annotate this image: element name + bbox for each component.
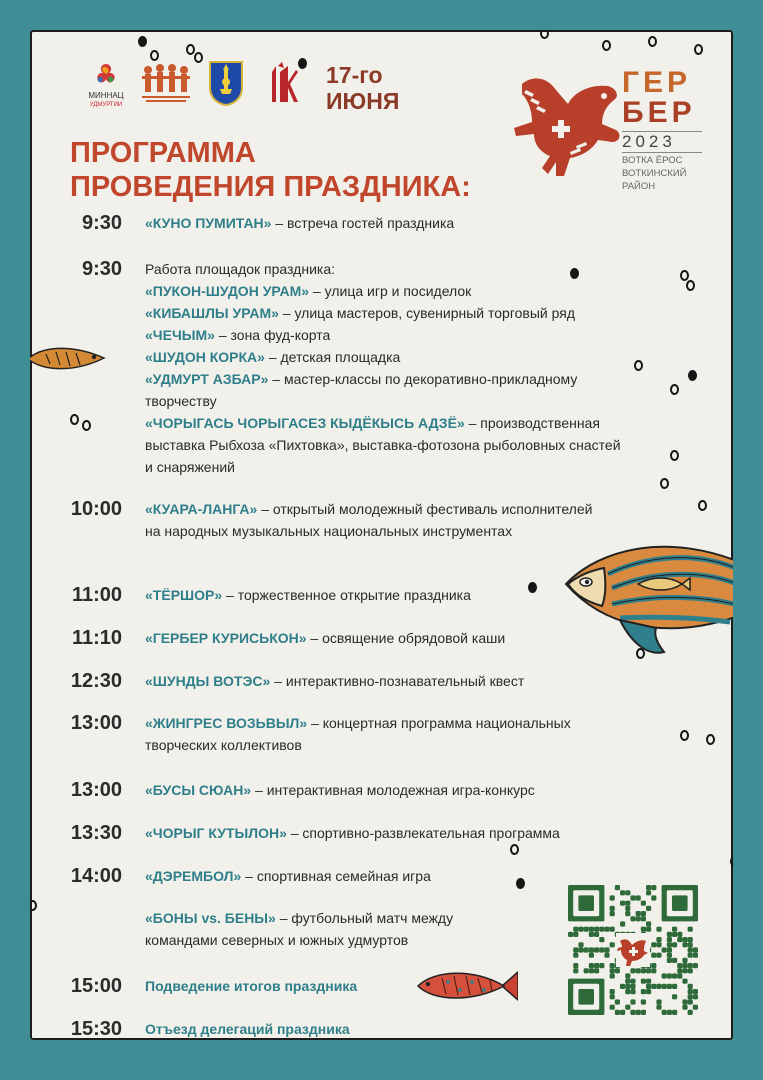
qr-module — [662, 1010, 667, 1015]
qr-module — [615, 999, 620, 1004]
qr-module — [636, 968, 641, 973]
qr-module — [656, 999, 661, 1004]
qr-module — [672, 958, 677, 963]
qr-module — [594, 932, 599, 937]
qr-module — [641, 968, 646, 973]
gerber-brand — [622, 68, 712, 192]
decorative-dot — [510, 844, 519, 855]
event-name: «ТЁРШОР» — [145, 587, 223, 603]
program-poster — [30, 30, 733, 1040]
qr-module — [688, 963, 693, 968]
event-text: – производственная — [464, 415, 600, 431]
qr-module — [620, 890, 625, 895]
folk-bird-ornament — [512, 70, 624, 182]
qr-module — [682, 999, 687, 1004]
qr-module — [578, 927, 583, 932]
qr-module — [667, 953, 672, 958]
udmurt-culture-logo — [266, 62, 300, 106]
qr-module — [672, 984, 677, 989]
qr-module — [688, 953, 693, 958]
qr-code[interactable] — [568, 885, 698, 1015]
qr-module — [615, 968, 620, 973]
qr-module — [646, 968, 651, 973]
decorative-dot — [706, 734, 715, 745]
event-text: – детская площадка — [264, 349, 401, 365]
qr-module — [625, 973, 630, 978]
decorative-dot — [540, 30, 549, 39]
qr-module — [672, 932, 677, 937]
event-name: «ЧЕЧЫМ» — [145, 327, 215, 343]
qr-module — [688, 984, 693, 989]
event-text: – улица игр и посиделок — [309, 283, 472, 299]
event-text: творческих коллективов — [145, 737, 302, 753]
qr-module — [636, 916, 641, 921]
page-title — [70, 136, 471, 204]
qr-module — [630, 989, 635, 994]
qr-module — [667, 984, 672, 989]
qr-module — [615, 885, 620, 890]
event-name: «БУСЫ СЮАН» — [145, 782, 252, 798]
qr-module — [677, 973, 682, 978]
schedule-time: 14:00 — [70, 865, 122, 887]
qr-module — [667, 932, 672, 937]
description-line — [145, 779, 705, 801]
description-line — [145, 822, 705, 844]
qr-module — [646, 979, 651, 984]
qr-module — [625, 984, 630, 989]
schedule-time: 13:00 — [70, 712, 122, 734]
qr-module — [667, 1010, 672, 1015]
qr-module — [693, 947, 698, 952]
qr-module — [667, 947, 672, 952]
schedule-time: 9:30 — [81, 212, 122, 234]
qr-module — [610, 895, 615, 900]
schedule-time: 9:30 — [81, 258, 122, 280]
qr-module — [646, 989, 651, 994]
event-text: на народных музыкальных национальных инструментах — [145, 523, 513, 539]
qr-module — [651, 984, 656, 989]
qr-module — [610, 1005, 615, 1010]
qr-module — [630, 1010, 635, 1015]
event-name: «ШУДОН КОРКА» — [145, 349, 265, 365]
schedule-description — [145, 779, 705, 801]
description-line — [145, 212, 705, 234]
event-name: Подведение итогов праздника — [145, 978, 358, 994]
description-line — [145, 584, 705, 606]
description-line — [145, 734, 705, 756]
event-name: «ЖИНГРЕС ВОЗЬВЫЛ» — [145, 715, 308, 731]
description-line — [145, 520, 705, 542]
qr-module — [625, 979, 630, 984]
event-name: «ПУКОН-ШУДОН УРАМ» — [145, 283, 310, 299]
qr-module — [594, 947, 599, 952]
schedule-description — [145, 498, 705, 542]
qr-module — [589, 932, 594, 937]
brand-place-2: ВОТКИНСКИЙ — [622, 168, 687, 179]
qr-module — [578, 942, 583, 947]
qr-module — [667, 973, 672, 978]
event-name: «ДЭРЕМБОЛ» — [145, 868, 242, 884]
description-line — [145, 434, 705, 456]
qr-module — [594, 968, 599, 973]
qr-module — [573, 932, 578, 937]
qr-module — [688, 937, 693, 942]
page-title-line-1: ПРОГРАММА — [70, 137, 256, 169]
qr-module — [688, 942, 693, 947]
qr-module — [646, 906, 651, 911]
qr-module — [688, 994, 693, 999]
event-name: «ШУНДЫ ВОТЭС» — [145, 673, 271, 689]
qr-module — [599, 927, 604, 932]
decorative-dot — [82, 420, 91, 431]
qr-module — [610, 927, 615, 932]
qr-module — [656, 937, 661, 942]
qr-module — [641, 989, 646, 994]
schedule-time: 11:00 — [71, 584, 122, 606]
schedule-description — [145, 627, 705, 649]
event-name: «БОНЫ vs. БЕНЫ» — [145, 910, 276, 926]
qr-module — [625, 1005, 630, 1010]
decorative-dot — [30, 900, 37, 911]
minnac-logo-text-2: УДМУРТИИ — [89, 102, 123, 108]
qr-module — [604, 927, 609, 932]
qr-module — [630, 984, 635, 989]
event-text: – торжественное открытие праздника — [222, 587, 471, 603]
description-line — [145, 346, 705, 368]
schedule-description — [145, 822, 705, 844]
schedule-description — [145, 584, 705, 606]
qr-module — [667, 942, 672, 947]
event-text: – мастер-классы по декоративно-прикладному — [268, 371, 578, 387]
qr-module — [584, 968, 589, 973]
brand-title-2: БЕР — [622, 96, 696, 129]
minnac-logo — [80, 60, 132, 108]
qr-module — [656, 942, 661, 947]
qr-module — [651, 942, 656, 947]
event-name: «КУНО ПУМИТАН» — [145, 215, 272, 231]
description-line — [145, 302, 705, 324]
brand-place-1: ВОТКА ЁРОС — [622, 155, 683, 166]
qr-module — [641, 1010, 646, 1015]
qr-module — [578, 947, 583, 952]
event-text: творчеству — [145, 393, 217, 409]
event-name: «КИБАШЛЫ УРАМ» — [145, 305, 279, 321]
qr-module — [688, 947, 693, 952]
description-line — [145, 368, 705, 390]
qr-module — [672, 895, 688, 911]
qr-module — [589, 953, 594, 958]
brand-title-1: ГЕР — [622, 66, 692, 99]
qr-module — [641, 901, 646, 906]
schedule-time: 12:30 — [70, 670, 122, 692]
qr-module — [672, 973, 677, 978]
qr-module — [656, 1005, 661, 1010]
event-text: – интерактивная молодежная игра-конкурс — [251, 782, 535, 798]
decorative-dot — [138, 36, 147, 47]
qr-module — [672, 927, 677, 932]
qr-module — [646, 885, 651, 890]
qr-module — [584, 927, 589, 932]
event-text: – футбольный матч между — [275, 910, 454, 926]
event-date-day: 17-го — [326, 62, 383, 88]
qr-module — [693, 989, 698, 994]
qr-module — [641, 979, 646, 984]
qr-module — [594, 963, 599, 968]
description-line — [145, 412, 705, 434]
qr-module — [682, 963, 687, 968]
event-text: выставка Рыбхоза «Пихтовка», выставка-фотозона рыболовных снастей — [145, 437, 621, 453]
qr-module — [667, 937, 672, 942]
decorative-dot — [194, 52, 203, 63]
qr-module — [646, 890, 651, 895]
page-title-line-2: ПРОВЕДЕНИЯ ПРАЗДНИКА: — [70, 171, 471, 203]
folk-center-logo — [138, 62, 194, 106]
decorative-dot — [150, 50, 159, 61]
qr-module — [662, 984, 667, 989]
qr-module — [610, 973, 615, 978]
qr-module — [682, 979, 687, 984]
event-name: «ГЕРБЕР КУРИСЬКОН» — [145, 630, 307, 646]
qr-module — [610, 942, 615, 947]
decorative-dot — [70, 414, 79, 425]
qr-module — [641, 927, 646, 932]
qr-module — [636, 895, 641, 900]
schedule-description — [145, 865, 705, 887]
event-text: – улица мастеров, сувенирный торговый ряд — [278, 305, 575, 321]
qr-module — [677, 968, 682, 973]
event-text: – освящение обрядовой каши — [306, 630, 506, 646]
schedule-time: 10:00 — [70, 498, 122, 520]
qr-module — [688, 1010, 693, 1015]
qr-module — [630, 968, 635, 973]
qr-module — [599, 937, 604, 942]
description-line — [145, 627, 705, 649]
qr-module — [625, 906, 630, 911]
qr-module — [578, 989, 594, 1005]
qr-module — [578, 895, 594, 911]
description-line — [145, 1018, 705, 1040]
qr-module — [688, 968, 693, 973]
event-text: Работа площадок праздника: — [145, 261, 335, 277]
decorative-dot — [648, 36, 657, 47]
qr-module — [573, 963, 578, 968]
event-text: – интерактивно-познавательный квест — [270, 673, 525, 689]
qr-bird-icon — [616, 933, 650, 967]
qr-module — [682, 937, 687, 942]
schedule-time: 15:30 — [70, 1018, 122, 1040]
event-date-month: ИЮНЯ — [326, 88, 400, 114]
decorative-dot — [694, 44, 703, 55]
qr-module — [651, 968, 656, 973]
qr-module — [693, 994, 698, 999]
qr-module — [677, 932, 682, 937]
qr-module — [682, 1005, 687, 1010]
schedule-description — [145, 670, 705, 692]
qr-module — [589, 927, 594, 932]
qr-module — [625, 890, 630, 895]
qr-module — [573, 953, 578, 958]
qr-module — [589, 963, 594, 968]
minnac-logo-text-1: МИННАЦ — [88, 91, 124, 100]
qr-module — [651, 885, 656, 890]
decorative-dot — [602, 40, 611, 51]
event-text: – спортивно-развлекательная программа — [286, 825, 560, 841]
qr-module — [615, 1010, 620, 1015]
qr-module — [682, 968, 687, 973]
qr-module — [677, 963, 682, 968]
event-name: «ЧОРЫГ КУТЫЛОН» — [145, 825, 287, 841]
qr-module — [625, 901, 630, 906]
decorative-dot — [186, 44, 195, 55]
qr-module — [630, 999, 635, 1004]
qr-module — [636, 911, 641, 916]
description-line — [145, 865, 705, 887]
qr-module — [667, 958, 672, 963]
event-name: Отъезд делегаций праздника — [145, 1021, 350, 1037]
qr-module — [688, 927, 693, 932]
qr-module — [693, 953, 698, 958]
description-line — [145, 390, 705, 412]
schedule-time: 13:00 — [70, 779, 122, 801]
event-text: – открытый молодежный фестиваль исполнителей — [257, 501, 593, 517]
event-name: «УДМУРТ АЗБАР» — [145, 371, 269, 387]
qr-module — [625, 911, 630, 916]
description-line — [145, 712, 705, 734]
qr-module — [641, 916, 646, 921]
qr-module — [641, 999, 646, 1004]
event-text: командами северных и южных удмуртов — [145, 932, 409, 948]
event-name: «КУАРА-ЛАНГА» — [145, 501, 258, 517]
qr-module — [610, 911, 615, 916]
qr-module — [625, 989, 630, 994]
qr-module — [677, 937, 682, 942]
qr-module — [589, 968, 594, 973]
qr-module — [662, 973, 667, 978]
qr-module — [568, 932, 573, 937]
decorative-dot — [660, 478, 669, 489]
qr-module — [636, 1010, 641, 1015]
brand-place-3: РАЙОН — [622, 181, 656, 192]
event-date — [326, 62, 399, 114]
qr-module — [672, 1010, 677, 1015]
event-text: – концертная программа национальных — [307, 715, 571, 731]
qr-module — [682, 942, 687, 947]
schedule-time: 13:30 — [70, 822, 122, 844]
qr-module — [641, 911, 646, 916]
qr-module — [651, 963, 656, 968]
schedule-description — [145, 212, 705, 234]
small-fish-ornament — [30, 344, 108, 374]
qr-module — [573, 968, 578, 973]
event-name: «ЧОРЫГАСЬ ЧОРЫГАСЕЗ КЫДЁКЫСЬ АДЗЁ» — [145, 415, 465, 431]
qr-module — [672, 942, 677, 947]
schedule-time: 15:00 — [70, 975, 122, 997]
qr-module — [662, 947, 667, 952]
brand-year: 2023 — [622, 131, 702, 153]
decorative-dot — [730, 856, 733, 867]
qr-module — [630, 916, 635, 921]
event-text: – встреча гостей праздника — [271, 215, 455, 231]
qr-module — [620, 1010, 625, 1015]
qr-module — [651, 895, 656, 900]
qr-module — [646, 984, 651, 989]
qr-module — [656, 953, 661, 958]
schedule-description — [145, 258, 705, 478]
qr-module — [594, 927, 599, 932]
qr-module — [693, 963, 698, 968]
schedule-description — [145, 1018, 705, 1040]
qr-module — [688, 999, 693, 1004]
description-line — [145, 498, 705, 520]
qr-module — [610, 963, 615, 968]
qr-module — [620, 921, 625, 926]
qr-module — [688, 989, 693, 994]
qr-module — [610, 989, 615, 994]
qr-module — [610, 906, 615, 911]
description-line — [145, 280, 705, 302]
qr-module — [573, 947, 578, 952]
qr-module — [604, 947, 609, 952]
qr-module — [610, 968, 615, 973]
qr-module — [672, 994, 677, 999]
schedule-time: 11:10 — [71, 627, 122, 649]
qr-module — [656, 984, 661, 989]
event-text: и снаряжений — [145, 459, 235, 475]
qr-module — [584, 947, 589, 952]
qr-module — [604, 953, 609, 958]
qr-module — [620, 984, 625, 989]
description-line — [145, 456, 705, 478]
votkinsk-district-emblem — [208, 60, 244, 106]
qr-module — [599, 963, 604, 968]
qr-module — [620, 901, 625, 906]
qr-module — [599, 947, 604, 952]
qr-module — [682, 958, 687, 963]
description-line — [145, 324, 705, 346]
qr-module — [646, 927, 651, 932]
qr-module — [589, 947, 594, 952]
description-line — [145, 670, 705, 692]
qr-module — [646, 921, 651, 926]
qr-module — [651, 953, 656, 958]
description-line — [145, 258, 705, 280]
qr-module — [693, 1005, 698, 1010]
event-text: – зона фуд-корта — [214, 327, 331, 343]
qr-module — [573, 927, 578, 932]
event-text: – спортивная семейная игра — [241, 868, 431, 884]
schedule-description — [145, 712, 705, 756]
qr-module — [630, 895, 635, 900]
qr-module — [610, 994, 615, 999]
qr-module — [656, 927, 661, 932]
qr-module — [630, 979, 635, 984]
